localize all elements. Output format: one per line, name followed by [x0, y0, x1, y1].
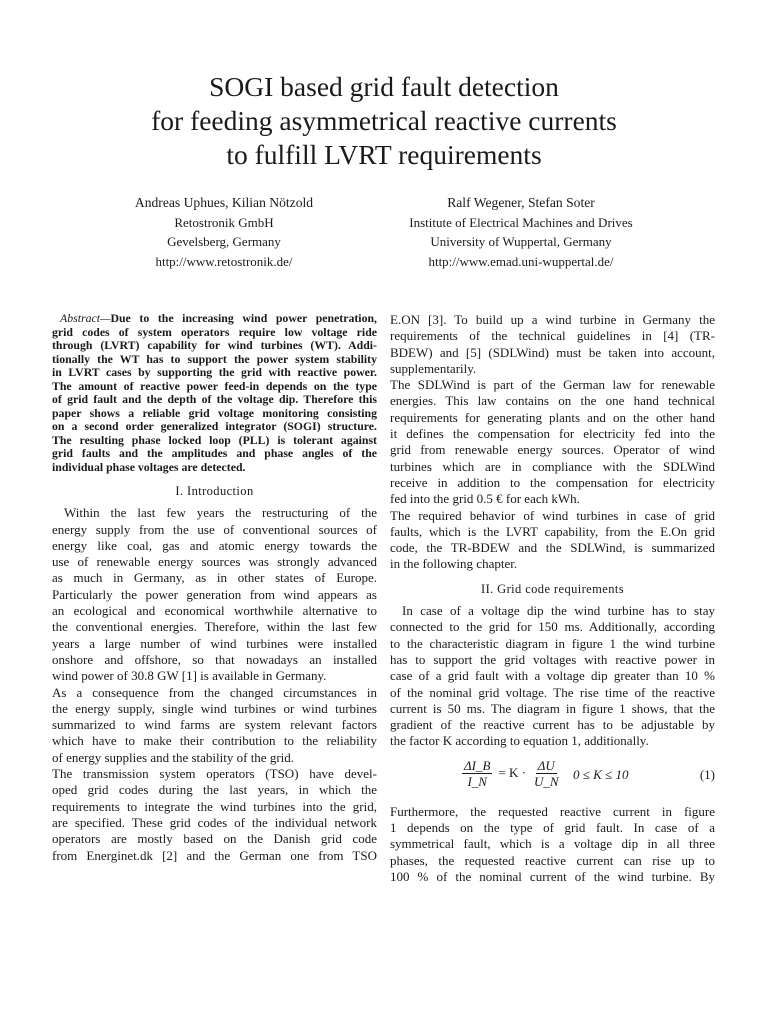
text-line: Particularly the power generation from wind appears as: [52, 586, 377, 602]
text-line: operators are mostly based on the Danish grid code: [52, 831, 377, 847]
paragraph: [52, 505, 377, 684]
paragraph: [390, 312, 715, 377]
author-names: Andreas Uphues, Kilian Nötzold: [134, 195, 314, 210]
text-line: code, the TR-BDEW and the SDLWind, is summarized: [390, 540, 715, 556]
abstract-line: tionally the WT has to support the power system stability: [52, 351, 377, 366]
abstract-line: [52, 312, 377, 326]
text-line: connected to the grid for 150 ms. Additionally, according: [390, 619, 715, 635]
text-line: The transmission system operators (TSO) have devel-: [52, 766, 377, 782]
text-line: years a large number of wind turbines were installed: [52, 635, 377, 651]
author-url[interactable]: http://www.retostronik.de/: [155, 253, 293, 269]
fraction-rhs: [532, 758, 561, 789]
text-line: requirements of the technical guidelines in [4] (TR-: [390, 328, 715, 344]
title-line: SOGI based grid fault detection: [209, 71, 559, 102]
section-heading: I. Introduction: [175, 484, 254, 498]
text-line: Within the last few years the restructuring of the: [64, 505, 377, 521]
text-line: the energy supply, single wind turbines or wind turbines: [52, 700, 377, 716]
abstract: [52, 312, 377, 474]
text-line: fed into the grid 0.5 € for each kWh.: [390, 491, 580, 507]
text-line: The SDLWind is part of the German law for renewable: [390, 377, 715, 393]
text-line: gradient of the reactive current has to be adjustable by: [390, 717, 715, 733]
abstract-line: through (LVRT) capability for wind turbines (WT). Addi-: [52, 338, 377, 352]
text-line: oped grid codes during the last years, in which the: [52, 782, 377, 798]
fraction-denominator: I_N: [467, 773, 487, 789]
abstract-line: grid codes of system operators require low voltage ride: [52, 324, 377, 339]
author-url[interactable]: http://www.emad.uni-wuppertal.de/: [428, 253, 614, 269]
text-line: are specified. These grid codes of the individual network: [52, 814, 377, 830]
abstract-text: Due to the increasing wind power penetration,: [110, 311, 377, 325]
text-line: requirements to integrate the wind turbines into the grid,: [52, 798, 377, 814]
text-line: phases, the requested reactive current can rise up to: [390, 852, 715, 868]
text-line: E.ON [3]. To build up a wind turbine in Germany the: [390, 312, 715, 327]
text-line: current is 50 ms. The diagram in figure 1 shows, that the: [390, 700, 715, 716]
author-block-left: [74, 193, 374, 271]
author-affiliation: Institute of Electrical Machines and Drives: [409, 214, 633, 230]
abstract-label: Abstract—: [60, 311, 111, 325]
abstract-line: The amount of reactive power feed-in depends on the type: [52, 378, 377, 393]
abstract-line: of grid fault and the depth of the voltage dip. Therefore this: [52, 392, 377, 406]
abstract-line: on a second order generalized integrator (SOGI) structure.: [52, 419, 377, 433]
equation-range: 0 ≤ K ≤ 10: [573, 766, 629, 782]
author-location: University of Wuppertal, Germany: [430, 234, 612, 249]
right-column: [390, 312, 715, 885]
text-line: summarized to wind farms are system relevant factors: [52, 717, 377, 733]
text-line: 100 % of the nominal current of the wind turbine. By: [390, 868, 715, 884]
text-line: energy supply from the use of conventional sources of: [52, 521, 377, 537]
fraction-numerator: ΔI_B: [464, 757, 491, 773]
text-line: the factor K according to equation 1, additionally.: [390, 733, 649, 749]
text-line: has to support the grid voltages with reactive power in: [390, 651, 715, 667]
paragraph: [52, 685, 377, 766]
equation-operator: = K ·: [498, 765, 526, 781]
paragraph: [52, 766, 377, 864]
text-line: to the characteristic diagram in figure 1 the wind turbine: [390, 635, 715, 651]
text-line: grid from renewable energy sources. Operator of wind: [390, 442, 715, 458]
text-line: energy like coal, gas and atomic energy towards the: [52, 537, 377, 553]
text-line: turbines which are in compliance with the SDLWind: [390, 458, 715, 474]
text-line: 1 depends on the type of grid fault. In case of a: [390, 820, 715, 836]
text-line: which have to make their contribution to the reliability: [52, 733, 377, 749]
text-line: Furthermore, the requested reactive current in figure: [390, 803, 715, 819]
author-names: Ralf Wegener, Stefan Soter: [447, 195, 595, 210]
text-line: an ecological and economical worthwhile alternative to: [52, 603, 377, 619]
abstract-line: grid faults and the amplitudes and phase angles of the: [52, 446, 377, 460]
text-line: of the nominal grid voltage. The rise time of the reactive: [390, 684, 715, 700]
abstract-line: The resulting phase locked loop (PLL) is tolerant against: [52, 432, 377, 447]
fraction-lhs: [462, 758, 492, 789]
text-line: case of a grid fault with a voltage dip greater than 10 %: [390, 668, 715, 684]
author-block-right: [371, 193, 671, 271]
paragraph: [390, 377, 715, 507]
text-line: faults, which is the LVRT capability, from the E.On grid: [390, 523, 715, 539]
text-line: in the following chapter.: [390, 556, 518, 572]
author-affiliation: Retostronik GmbH: [174, 214, 274, 230]
fraction-numerator: ΔU: [537, 757, 555, 773]
text-line: as much in Germany, as in other states of Europe.: [52, 570, 377, 586]
equation-formula: [460, 758, 563, 789]
text-line: onshore and offshore, so that nowadays an installed: [52, 651, 377, 667]
text-line: it defines the compensation for electricity fed into the: [390, 426, 715, 442]
equation-number: (1): [699, 766, 715, 782]
author-location: Gevelsberg, Germany: [167, 234, 281, 249]
fraction-denominator: U_N: [533, 773, 559, 789]
text-line: use of renewable energy sources was strongly advanced: [52, 554, 377, 570]
left-column: [52, 312, 377, 864]
text-line: As a consequence from the changed circumstances in: [52, 684, 377, 700]
abstract-line: in LVRT cases by supporting the grid with reactive power.: [52, 365, 377, 379]
equation-1: [390, 756, 715, 796]
text-line: receive in addition to the compensation for electricity: [390, 474, 715, 490]
text-line: energies. This law contains on the one hand technical: [390, 393, 715, 409]
paragraph: [390, 804, 715, 885]
text-line: BDEW) and [5] (SDLWind) must be taken into account,: [390, 344, 715, 360]
text-line: The required behavior of wind turbines in case of grid: [390, 507, 715, 523]
paper-title: [0, 70, 768, 172]
title-line: for feeding asymmetrical reactive currents: [151, 105, 617, 136]
text-line: the conventional energies. Therefore, within the last few: [52, 619, 377, 635]
text-line: wind power of 30.8 GW [1] is available in Germany.: [52, 668, 327, 684]
text-line: from Energinet.dk [2] and the German one from TSO: [52, 847, 377, 863]
text-line: requirements for generating plants and on the other hand: [390, 409, 715, 425]
text-line: symmetrical fault, which is a voltage dip in all three: [390, 836, 715, 852]
section-heading: II. Grid code requirements: [481, 581, 624, 596]
paragraph: [390, 603, 715, 750]
abstract-line: paper shows a reliable grid voltage monitoring consisting: [52, 405, 377, 420]
abstract-line: individual phase voltages are detected.: [52, 459, 246, 474]
text-line: In case of a voltage dip the wind turbine has to stay: [402, 603, 715, 619]
paragraph: [390, 508, 715, 573]
title-line: to fulfill LVRT requirements: [226, 139, 542, 170]
text-line: of energy supplies and the stability of the grid.: [52, 749, 295, 765]
text-line: supplementarily.: [390, 360, 477, 376]
